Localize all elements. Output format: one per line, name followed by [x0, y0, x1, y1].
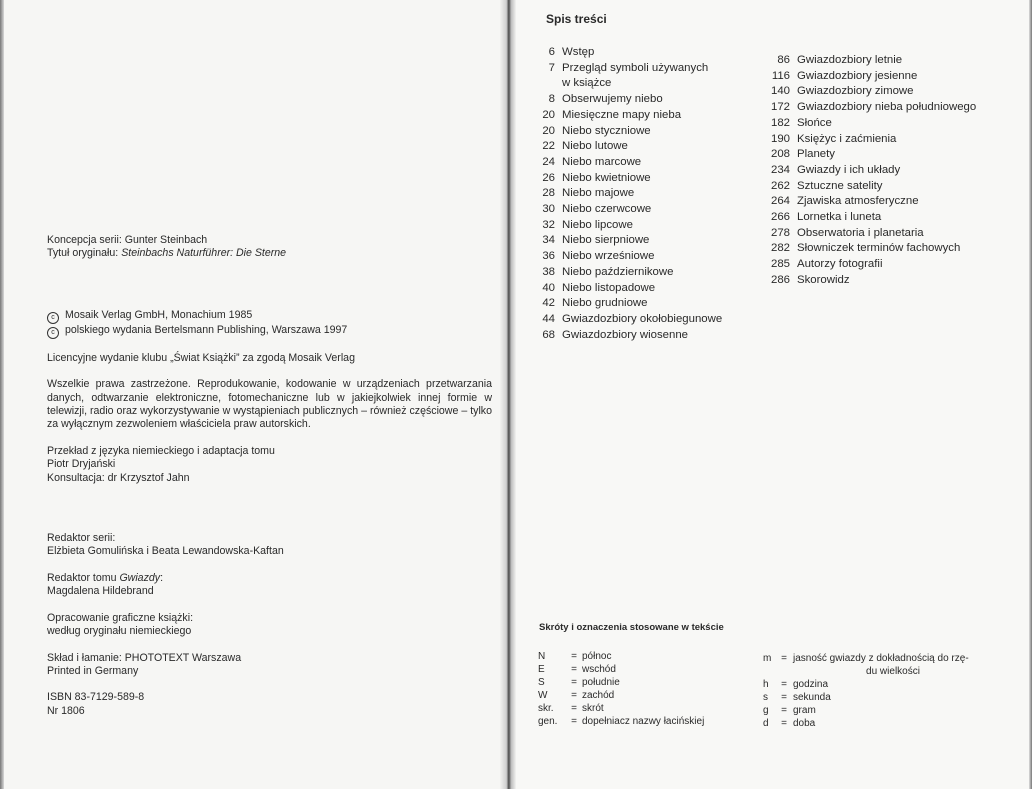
consultation: Konsultacja: dr Krzysztof Jahn — [47, 471, 190, 484]
license-note: Licencyjne wydanie klubu „Świat Książki” za zgodą Mosaik Verlag — [47, 351, 355, 364]
toc-column-left — [535, 45, 735, 343]
toc-entry: 266 Lornetka i luneta — [770, 211, 882, 224]
toc-entry: w książce — [562, 77, 612, 90]
original-title-text: Steinbachs Naturführer: Die Sterne — [121, 247, 287, 260]
toc-entry: 264 Zjawiska atmosferyczne — [770, 195, 919, 208]
copyright-symbol-icon: c — [47, 312, 59, 324]
abbreviation-entry: W = zachód — [538, 690, 615, 702]
abbreviation-entry: h = godzina — [763, 679, 829, 691]
abbreviations-title: Skróty i oznaczenia stosowane w tekście — [539, 622, 724, 633]
toc-entry: 190 Księżyc i zaćmienia — [770, 132, 897, 145]
toc-entry: 86 Gwiazdozbiory letnie — [777, 54, 903, 66]
translator: Piotr Dryjański — [47, 458, 116, 471]
translation-credit: Przekład z języka niemieckiego i adaptacja tomu — [47, 444, 275, 457]
left-page-edge — [0, 0, 4, 789]
toc-entry: 32 Niebo lipcowe — [542, 218, 633, 231]
graphics-label: Opracowanie graficzne książki: — [47, 611, 194, 624]
toc-entry: 172 Gwiazdozbiory nieba południowego — [770, 101, 977, 114]
toc-entry: 140 Gwiazdozbiory zimowe — [770, 85, 914, 98]
abbreviations-left — [538, 650, 758, 729]
rights-notice: Wszelkie prawa zastrzeżone. Reprodukowanie, kodowanie w urządzeniach przetwarzania danych, odtwarzanie elektroniczne, fotomechaniczne lub w jakiejkolwiek innej formie w telewizji, radio oraz wykorzystywanie w wystąpieniach publicznych – również częściowe – tylko za wyłącznym zezwoleniem właściciela praw autorskich. — [47, 378, 492, 431]
graphics-credit: według oryginału niemieckiego — [47, 625, 192, 638]
volume-editor: Magdalena Hildebrand — [47, 585, 154, 598]
toc-entry: 44 Gwiazdozbiory okołobiegunowe — [542, 312, 723, 325]
toc-entry: 6 Wstęp — [548, 46, 595, 58]
book-spine — [500, 0, 516, 789]
abbreviation-entry: d = doba — [763, 718, 816, 730]
printed-in: Printed in Germany — [47, 664, 139, 677]
toc-entry: 26 Niebo kwietniowe — [542, 171, 651, 184]
abbreviation-entry: du wielkości — [866, 666, 920, 678]
toc-entry: 34 Niebo sierpniowe — [542, 234, 650, 247]
toc-entry: 208 Planety — [770, 148, 835, 161]
abbreviation-entry: N = północ — [538, 651, 612, 662]
toc-entry: 20 Niebo styczniowe — [542, 124, 651, 137]
toc-entry: 40 Niebo listopadowe — [542, 281, 656, 294]
copyright-symbol-icon: c — [47, 327, 59, 339]
abbreviation-entry: E = wschód — [538, 664, 616, 676]
toc-entry: 36 Niebo wrześniowe — [542, 250, 655, 263]
toc-title: Spis treści — [546, 12, 607, 26]
volume-editor-label: Redaktor tomu Gwiazdy: — [47, 571, 164, 584]
toc-entry: 116 Gwiazdozbiory jesienne — [771, 69, 918, 82]
toc-entry: 8 Obserwujemy niebo — [548, 93, 663, 106]
abbreviation-entry: s = sekunda — [763, 692, 831, 704]
abbreviations-right — [763, 652, 993, 731]
toc-entry: 42 Niebo grudniowe — [542, 297, 648, 310]
series-editor-label: Redaktor serii: — [47, 532, 116, 545]
abbreviation-entry: S = południe — [538, 677, 620, 689]
series-concept: Koncepcja serii: Gunter Steinbach — [47, 234, 208, 246]
abbreviation-entry: g = gram — [763, 705, 816, 717]
toc-entry: 278 Obserwatoria i planetaria — [770, 226, 924, 239]
abbreviation-entry: m = jasność gwiazdy z dokładnością do rzę- — [763, 653, 969, 664]
copyright-polish: c polskiego wydania Bertelsmann Publishing, Warszawa 1997 — [47, 324, 492, 339]
toc-entry: 234 Gwiazdy i ich układy — [770, 163, 901, 176]
toc-entry: 20 Miesięczne mapy nieba — [542, 108, 682, 121]
copyright-original: c Mosaik Verlag GmbH, Monachium 1985 — [47, 309, 492, 324]
toc-entry: 282 Słowniczek terminów fachowych — [770, 242, 961, 255]
original-title: Tytuł oryginału: Steinbachs Naturführer: Die Sterne — [47, 247, 287, 260]
toc-entry: 24 Niebo marcowe — [542, 155, 642, 168]
toc-entry: 285 Autorzy fotografii — [770, 258, 883, 271]
catalog-number: Nr 1806 — [47, 704, 85, 717]
toc-entry: 30 Niebo czerwcowe — [542, 203, 652, 216]
toc-entry: 262 Sztuczne satelity — [770, 179, 883, 192]
abbreviation-entry: gen. = dopełniacz nazwy łacińskiej — [538, 716, 705, 728]
toc-entry: 38 Niebo październikowe — [542, 265, 674, 278]
abbreviation-entry: skr. = skrót — [538, 703, 604, 715]
toc-entry: 28 Niebo majowe — [542, 187, 635, 200]
isbn: ISBN 83-7129-589-8 — [47, 691, 145, 704]
toc-entry: 182 Słońce — [770, 116, 832, 129]
series-editors: Elżbieta Gomulińska i Beata Lewandowska-Kaftan — [47, 545, 284, 558]
toc-column-right — [760, 53, 1000, 289]
toc-entry: 286 Skorowidz — [770, 273, 850, 286]
typesetting: Skład i łamanie: PHOTOTEXT Warszawa — [47, 651, 242, 664]
toc-entry: 22 Niebo lutowe — [542, 140, 628, 153]
toc-entry: 68 Gwiazdozbiory wiosenne — [542, 328, 688, 341]
colophon — [47, 234, 492, 718]
toc-entry: 7 Przegląd symboli używanych — [548, 61, 709, 74]
